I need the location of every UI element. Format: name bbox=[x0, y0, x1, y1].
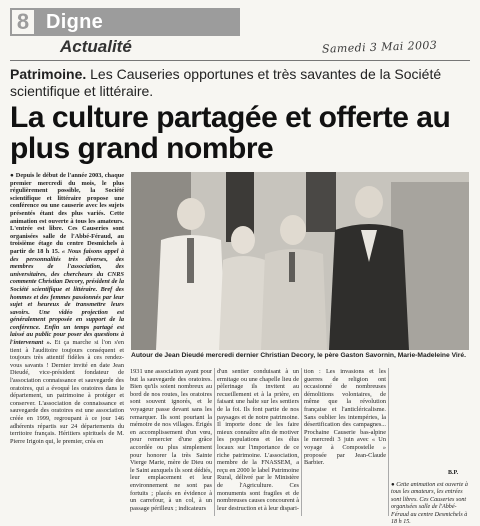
photo-caption: Autour de Jean Dieudé mercredi dernier Christian Decory, le père Gaston Savornin, Marie-Madeleine Viré. bbox=[131, 352, 466, 359]
article-intro: ● Depuis le début de l'année 2003, chaque premier mercredi du mois, le plus régulièrement possible, la Société scientifique et littéraire propose une conférence ou une causerie avec les sujets présentés étant des plus variés. Cette animation est ouverte à tous les amateurs. L'entrée est libre. Ces Causeries sont organisées salle de l'Abbé-Féraud, au troisième étage du centre Desmichels à partir de 18 h 15. bbox=[10, 172, 124, 255]
column-2-text: 1931 une association ayant pour but la sauvegarde des oratoires. Bien qu'ils soient nombreux au bord de nos routes, les oratoires sont souvent ignorés, et le voyageur passe devant sans les remarquer. Ils sont pourtant la mémoire de nos villages. Érigés en accomplissement d'un vœu, pour remercier d'une grâce accordée ou plus simplement pour honorer la très Sainte Vierge Marie, mère de Dieu ou le Saint auxquels ils sont dédiés, leur emplacement et leur environnement ne sont pas fortuits ; placés en évidence à un carrefour, à un col, à un passage périlleux ; indicateurs bbox=[130, 368, 212, 512]
column-3-text: d'un sentier conduisant à un ermitage ou une chapelle lieu de pèlerinage ils invitent au recueillement et à la prière, en faisant une halte sur les sentiers de la foi. Ils font partie de nos paysages et de notre patrimoine. Il importe donc de les faire mieux connaître afin de motiver les populations et les élus locaux sur l'importance de ce riche patrimoine. L'association, membre de la FNASSEM, a reçu en 2000 le label Patrimoine Rural, délivré par le Ministère de l'Agriculture. Ces monuments sont fragiles et de nombreuses causes concourent à leur destruction et à leur dispari- bbox=[217, 368, 299, 512]
article-body-left: Et ça marche si l'on s'en tient à l'auditoire toujours conséquent et toujours très attentif fidèles à ces rendez-vous savants ! Dernier invité en date Jean Dieudé, vice-président fondateur de l'association connaissance et sauvegarde des oratoires, qui a évoqué les oratoires dans le département, un patrimoine à protéger et conserver. L'association de connaissance et sauvegarde des oratoires est une association créée en 1999, regroupant à ce jour 146 adhérents répartis sur 24 départements du territoire français. Héritiers spirituels de M. Pierre Irigoin qui, le premier, créa en bbox=[10, 339, 124, 445]
article-kicker bbox=[10, 66, 470, 100]
author-signature: B.P. bbox=[448, 470, 459, 476]
rubric-label: Actualité bbox=[60, 37, 132, 56]
text-column-4 bbox=[304, 368, 386, 518]
column-4-text: tion : Les invasions et les guerres de religion ont occasionné de nombreuses démolitions volontaires, de même que la révolution française et l'anticléricalisme. Sans oublier les intempéries, la désertification des campagnes... Prochaine Causerie bas-alpine le mercredi 3 juin avec « Un voyage à Compostelle » proposée par Jean-Claude Barbier. bbox=[304, 368, 386, 467]
kicker-lead: Patrimoine. bbox=[10, 66, 87, 82]
header-divider bbox=[10, 60, 470, 61]
article-quote: « Nous faisons appel à des personnalités très diverses, des membres de l'association, des universitaires, des chercheurs du CNRS commente Christian Decory, président de la Société scientifique et littéraire. Bref des hommes et des femmes passionnés par leur sujet et heureux de transmettre leurs savoirs. Une vidéo projection est généralement proposée en support de la conférence. Enfin un temps partagé est laissé au public pour poser des questions à l'intervenant ». bbox=[10, 247, 124, 347]
column-divider bbox=[388, 368, 389, 516]
section-header bbox=[10, 8, 240, 36]
text-column-5 bbox=[391, 368, 471, 478]
text-column-2 bbox=[130, 368, 212, 518]
article-headline: La culture partagée et offerte au plus grand nombre bbox=[10, 101, 451, 165]
text-column-3 bbox=[217, 368, 299, 518]
article-photo bbox=[131, 172, 469, 350]
info-note: ● Cette animation est ouverte à tous les amateurs, les entrées sont libres. Ces Causeries sont organisées salle de l'Abbé-Féraud au centre Desmichels à 18 h 15. bbox=[391, 482, 468, 526]
kicker-text: Les Causeries opportunes et très savantes de la Société scientifique et littéraire. bbox=[10, 66, 442, 99]
column-divider bbox=[214, 368, 215, 516]
column-divider bbox=[301, 368, 302, 516]
left-text-column bbox=[10, 172, 124, 512]
section-name: Digne bbox=[46, 10, 104, 33]
page-number: 8 bbox=[10, 8, 36, 36]
handwritten-date: Samedi 3 Mai 2003 bbox=[321, 38, 438, 56]
